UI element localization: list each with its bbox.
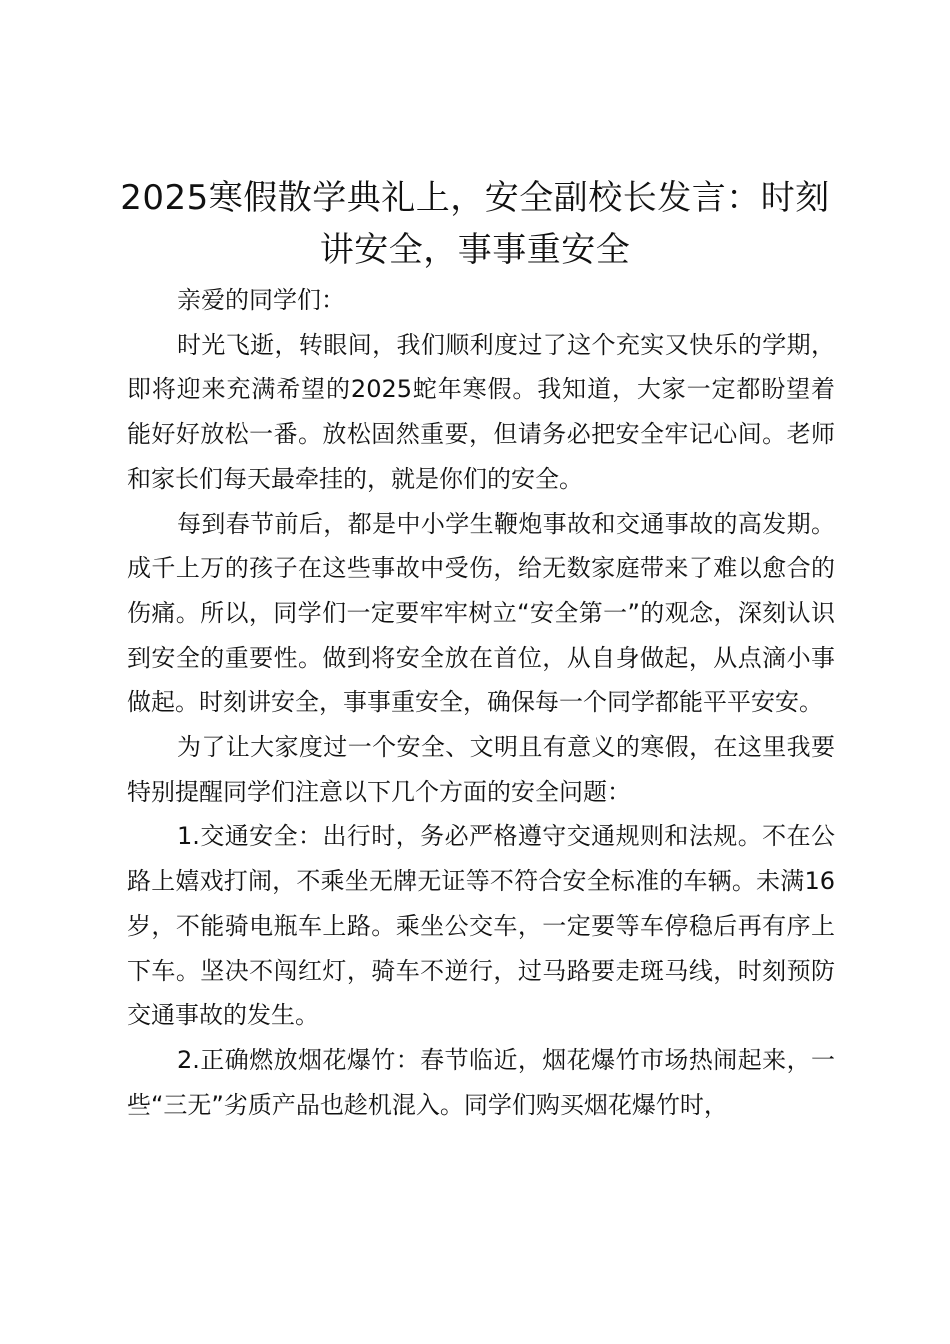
fireworks-safety-paragraph: 2.正确燃放烟花爆竹：春节临近，烟花爆竹市场热闹起来，一些“三无”劣质产品也趁机混入。同学们购买烟花爆竹时，: [127, 1045, 835, 1119]
reminder-paragraph: 为了让大家度过一个安全、文明且有意义的寒假，在这里我要特别提醒同学们注意以下几个方面的安全问题：: [127, 733, 835, 806]
document-title: 2025寒假散学典礼上，安全副校长发言：时刻讲安全，事事重安全: [120, 178, 830, 270]
intro-paragraph: 时光飞逝，转眼间，我们顺利度过了这个充实又快乐的学期，即将迎来充满希望的2025蛇年寒假。我知道，大家一定都盼望着能好好放松一番。放松固然重要，但请务必把安全牢记心间。老师和家长们每天最牵挂的，就是你们的安全。: [127, 330, 835, 493]
safety-importance-paragraph: 每到春节前后，都是中小学生鞭炮事故和交通事故的高发期。成千上万的孩子在这些事故中受伤，给无数家庭带来了难以愈合的伤痛。所以，同学们一定要牢牢树立“安全第一”的观念，深刻认识到安全的重要性。做到将安全放在首位，从自身做起，从点滴小事做起。时刻讲安全，事事重安全，确保每一个同学都能平平安安。: [127, 509, 835, 717]
salutation-paragraph: 亲爱的同学们：: [177, 286, 345, 314]
traffic-safety-paragraph: 1.交通安全：出行时，务必严格遵守交通规则和法规。不在公路上嬉戏打闹，不乘坐无牌无证等不符合安全标准的车辆。未满16岁，不能骑电瓶车上路。乘坐公交车，一定要等车停稳后再有序上下车。坚决不闯红灯，骑车不逆行，过马路要走斑马线，时刻预防交通事故的发生。: [127, 822, 835, 1030]
document-body: [127, 278, 835, 1127]
